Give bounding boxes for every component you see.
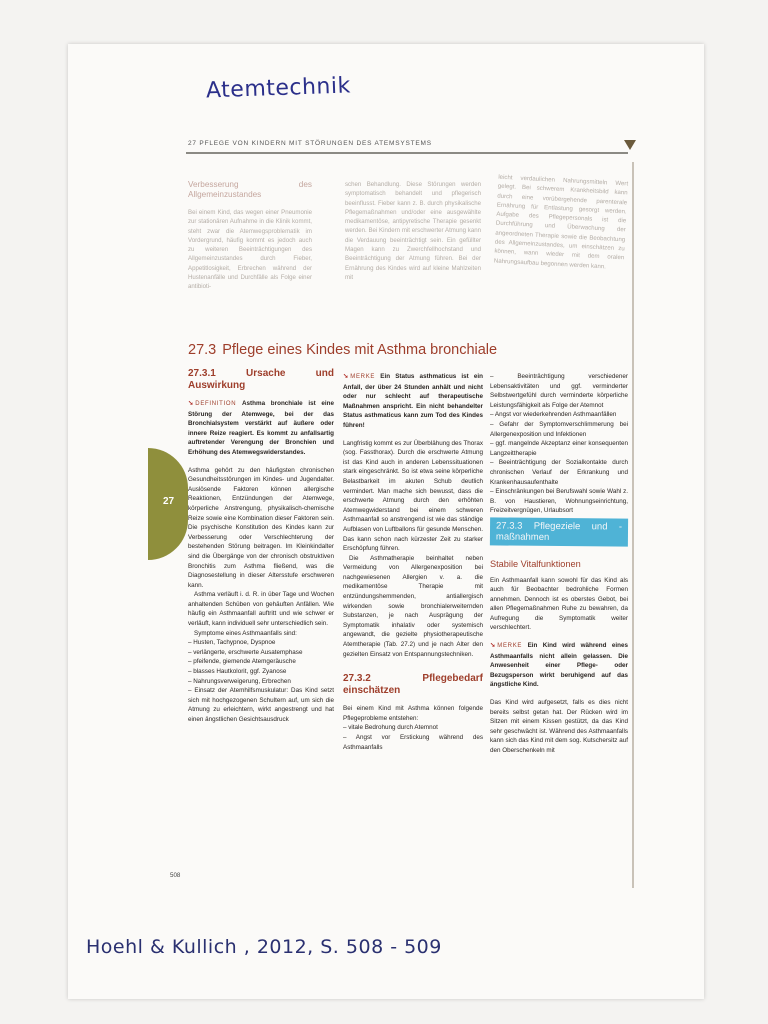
heading-text: Pflegebedarf einschätzen: [343, 673, 483, 696]
heading-number: 27.3.1: [188, 368, 216, 379]
list-item: – Beeinträchtigung der Sozialkontakte durch chronischen Verlauf der Erkrankung und Krankenhausaufenthalte: [490, 459, 628, 486]
subheading: Stabile Vitalfunktionen: [490, 558, 581, 569]
merke-label: MERKE: [497, 643, 523, 650]
chapter-tab-number: 27: [163, 496, 175, 507]
arrow-icon: ➘: [188, 400, 194, 407]
handwritten-citation: Hoehl & Kullich , 2012, S. 508 - 509: [86, 936, 442, 958]
faded-text-3: leicht verdaulichen Nahrungsmitteln Wert gelegt. Bei schwerem Krankheitsbild kann durch eine vorübergehende parenterale Ernährung für Entlastung gesorgt werden. Aufgabe des Pflegepersonals ist die Durchführung und Überwachung der angeordneten Therapie sowie die Beobachtung des Allgemeinzustandes, um einschätzen zu können, wann wieder mit dem oralen Nahrungsaufbau begonnen werden kann.: [493, 173, 629, 271]
problems-list: [343, 723, 483, 752]
faded-heading: Verbesserung des Allgemeinzustandes: [188, 180, 312, 199]
arrow-icon: ➘: [490, 642, 496, 650]
list-item: – Gefahr der Symptomverschlimmerung bei Allergenexposition und Infektionen: [490, 420, 628, 438]
symptoms-list: [188, 638, 334, 724]
paragraph: Langfristig kommt es zur Überblähung des Thorax (sog. Fassthorax). Durch die erschwerte Atmung ist das Kind auch in anderen Lebenssituationen stark eingeschränkt. So ist etwa seine körperliche Belastbarkeit im akuten Schub deutlich vermindert. Man mache sich bewusst, dass die erschwerte Atmung durch den erhöhten Atemwegwiderstand bei einem schweren Asthmaanfall so anstrengend ist wie das ständige Aufblasen von Luftballons für gesunde Menschen. Das kann schon nach kürzester Zeit zu starker Erschöpfung führen.: [343, 439, 483, 553]
list-item: – Angst vor wiederkehrenden Asthmaanfällen: [490, 411, 617, 419]
definition-label: DEFINITION: [195, 401, 237, 407]
merke-block: [490, 641, 628, 690]
symptoms-intro: Symptome eines Asthmaanfalls sind:: [194, 629, 297, 637]
merke-label: MERKE: [350, 374, 376, 380]
paragraph: Die Asthmatherapie beinhaltet neben Vermeidung von Allergenexposition bei nachgewiesenen Allergien v. a. die medikamentöse Therapie mit entzündungshemmenden, antiallergisch wirkenden sowie bronchialerweiternden Substanzen, je nach Ausprägung der Symptomatik inhalativ oder systemisch angewandt, die gezielte physiotherapeutische Atemtherapie (Tab. 27.2) und je nach Alter den gezielten Einsatz von Entspannungstechniken.: [343, 554, 483, 658]
list-item: – Einschränkungen bei Berufswahl sowie Wahl z. B. von Haustieren, Wohnungseinrichtung, Freizeitvergnügen, Urlaubsort: [490, 488, 628, 515]
handwritten-title: Atemtechnik: [205, 73, 352, 104]
heading-number: 27.3.3: [496, 520, 523, 532]
list-item: – Husten, Tachypnoe, Dyspnoe: [188, 639, 276, 647]
corner-marker: [624, 140, 636, 150]
paragraph: Das Kind wird aufgesetzt, falls es dies nicht bereits selbst getan hat. Der Rücken wird im Sitzen mit einem Kissen gestützt, da das Kind sehr geschwächt ist. Während des Asthmaanfalls kann sich das Kind mit dem sog. Kutschersitz auf den Oberschenkeln mit: [490, 699, 628, 754]
paragraph: Bei einem Kind mit Asthma können folgende Pflegeprobleme entstehen:: [343, 705, 483, 722]
heading-27-3-2: [343, 673, 483, 696]
right-column: [490, 372, 628, 756]
merke-block: [343, 372, 483, 431]
faded-col-1: [188, 180, 312, 292]
list-item: – Einsatz der Atemhilfsmuskulatur: Das Kind setzt sich mit hochgezogenen Schultern auf, um sich die Atmung zu erleichtern, wirkt angestrengt und hat einen ängstlichen Gesichtsausdruck: [188, 687, 334, 723]
definition-text: Asthma bronchiale ist eine Störung der Atemwege, bei der das Bronchialsystem verstärkt auf äußere oder innere Reize reagiert. Es kommt zu anfallsartig auftretender Verengung der Bronchien und Erhöhung des Atemwegswiderstandes.: [188, 400, 335, 456]
paragraph: Ein Asthmaanfall kann sowohl für das Kind als auch für Beobachter bedrohliche Formen annehmen. Dennoch ist es oberstes Gebot, bei allen Pflegemaßnahmen Ruhe zu bewahren, da Aufregung die Symptomatik weiter verschlechtert.: [490, 576, 628, 632]
heading-27-3-3-highlighted: [490, 517, 628, 546]
left-column: [188, 368, 334, 725]
faded-col-2: [345, 180, 481, 282]
definition-block: [188, 399, 334, 458]
list-item: – Angst vor Erstickung während des Asthmaanfalls: [343, 734, 483, 751]
arrow-icon: ➘: [343, 373, 349, 380]
faded-text-2: schen Behandlung. Diese Störungen werden symptomatisch behandelt und pflegerisch beeinflusst. Fieber kann z. B. durch physikalische Pflegemaßnahmen und/oder eine ausgewählte medikamentöse, antipyretische Therapie gesenkt werden. Bei Kindern mit erschwerter Atmung kann die Verdauung beeinträchtigt sein. Ein gefüllter Magen kann zu Zwerchfellhochstand und Beeinträchtigung der Atmung führen. Bei der Ernährung des Kindes wird auf kleine Mahlzeiten mit: [345, 181, 481, 281]
paragraph: Asthma verläuft i. d. R. in über Tage und Wochen anhaltenden Schüben von gehäuften Anfällen. Wie häufig ein Asthmaanfall auftritt und wie schwer er verläuft, kann individuell sehr unterschiedlich sein.: [188, 591, 334, 628]
list-item: – blasses Hautkolorit, ggf. Zyanose: [188, 668, 287, 676]
section-number: 27.3: [188, 342, 217, 358]
problems-list-continued: [490, 372, 628, 516]
page-number: 508: [170, 872, 181, 879]
heading-number: 27.3.2: [343, 673, 371, 685]
list-item: – Beeinträchtigung verschiedener Lebensaktivitäten und ggf. verminderter Selbstwertgefühl durch verminderte körperliche Leistungsfähigkeit als Folge der Atemnot: [490, 373, 628, 409]
list-item: – pfeifende, giemende Atemgeräusche: [188, 658, 296, 666]
list-item: – ggf. mangelnde Akzeptanz einer konsequenten Langzeittherapie: [490, 440, 628, 457]
list-item: – verlängerte, erschwerte Ausatemphase: [188, 648, 303, 656]
paragraph: Asthma gehört zu den häufigsten chronischen Gesundheitsstörungen im Kindes- und Jugendalter. Auslösende Faktoren können allergische Reaktionen, Entzündungen der Atemwege, körperliche Anstrengung, physikalisch-chemische Reize sowie eine Kombination dieser Faktoren sein. Die psychische Konstitution des Kindes kann zur Verbesserung oder Verschlechterung der bestehenden Störung beitragen. Im Kleinkindalter sind die Übergänge von der chronisch obstruktiven Bronchitis zum Asthma fließend, was die Diagnosestellung in dieser Altersstufe erschweren kann.: [188, 466, 334, 589]
faded-text-1: Bei einem Kind, das wegen einer Pneumonie zur stationären Aufnahme in die Klinik kommt, steht zwar die Atemwegsproblematik im Vordergrund, häufig kommt es jedoch auch zu weiteren Beeinträchtigungen des Allgemeinzustandes durch Fieber, Appetitlosigkeit, Erbrechen während der Hustenanfälle und Durchfälle als Folge einer antibioti-: [188, 209, 312, 291]
section-title-text: Pflege eines Kindes mit Asthma bronchiale: [222, 342, 498, 358]
list-item: – Nahrungsverweigerung, Erbrechen: [188, 677, 291, 685]
merke-text: Ein Status asthmaticus ist ein Anfall, der über 24 Stunden anhält und nicht oder nur schlecht auf therapeutische Maßnahmen anspricht. Ein nicht behandelter Status asthmaticus kann zum Tod des Kindes führen!: [343, 373, 484, 429]
heading-text: Pflegeziele und -maßnahmen: [495, 520, 623, 543]
list-item: – vitale Bedrohung durch Atemnot: [343, 724, 438, 732]
heading-text: Ursache und Auswirkung: [188, 368, 335, 391]
header-rule: [186, 152, 628, 154]
page-edge: [632, 162, 634, 888]
heading-27-3-1: [188, 368, 334, 391]
faded-col-3: [494, 173, 629, 273]
middle-column: [343, 372, 483, 752]
running-head: 27 PFLEGE VON KINDERN MIT STÖRUNGEN DES ATEMSYSTEMS: [188, 140, 432, 147]
merke-text: Ein Kind wird während eines Asthmaanfalls nicht allein gelassen. Die Anwesenheit einer Pflege- oder Bezugsperson wirkt beruhigend auf das ängstliche Kind.: [490, 642, 628, 689]
section-title: [188, 342, 497, 358]
printed-page: [150, 128, 636, 898]
